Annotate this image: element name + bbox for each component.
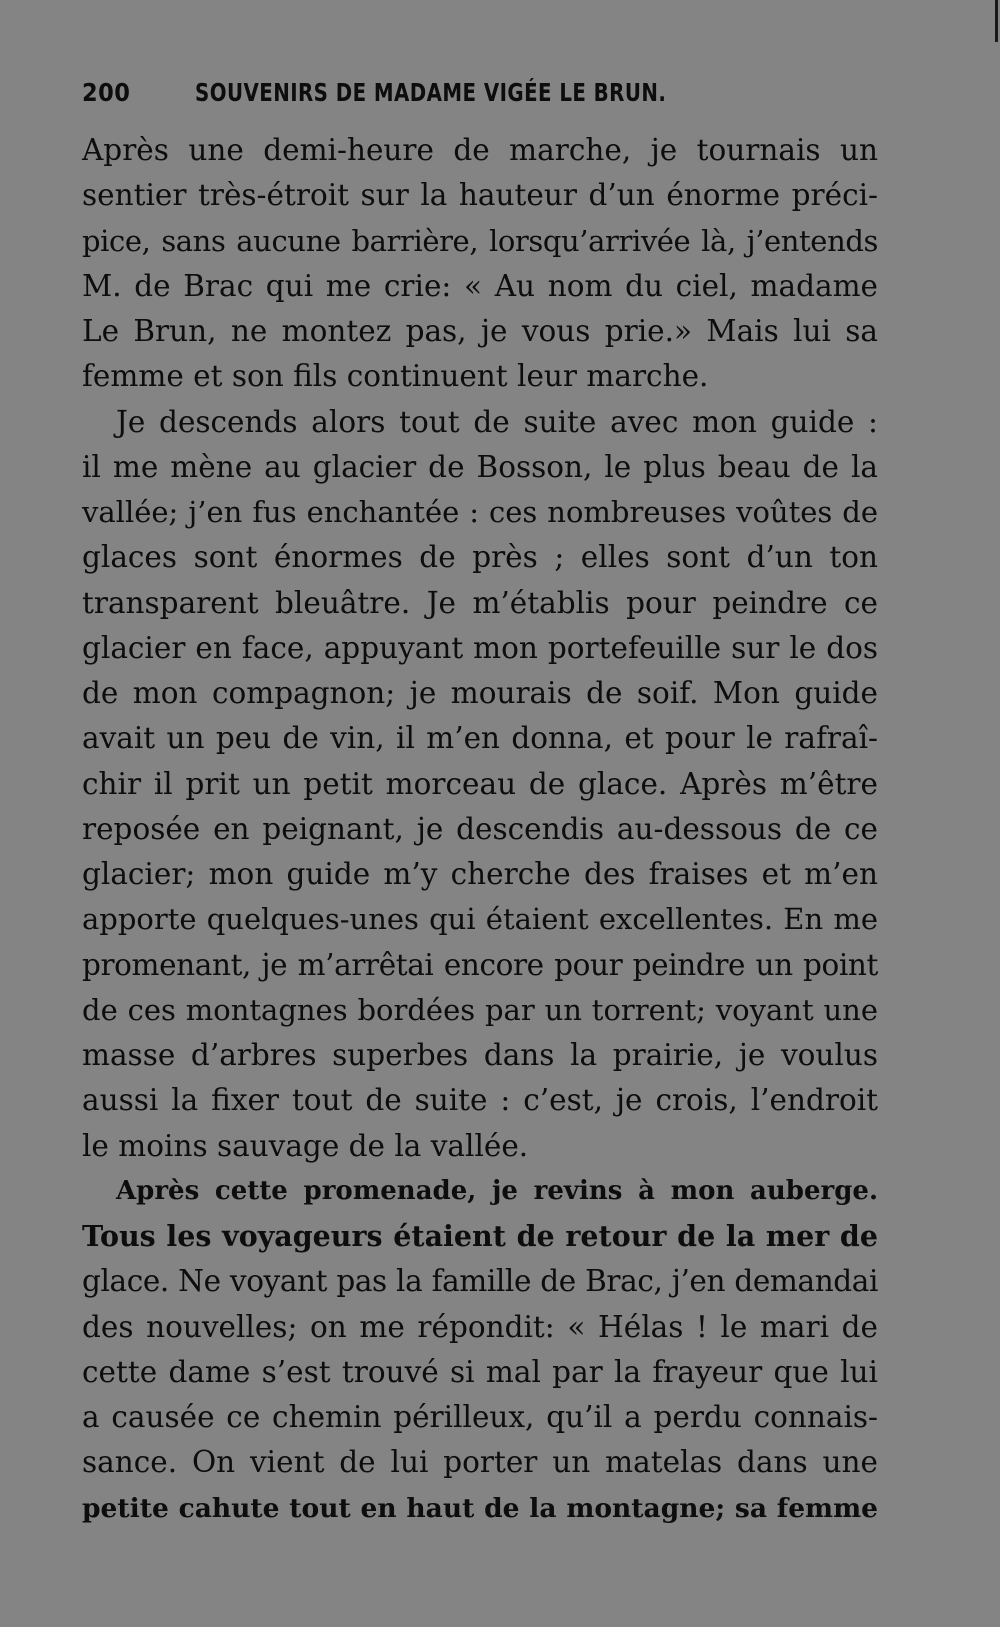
text-line: Je descends alors tout de suite avec mon guide : bbox=[116, 404, 878, 439]
text-line: de mon compagnon; je mourais de soif. Mon guide bbox=[82, 676, 878, 710]
running-head bbox=[82, 78, 878, 118]
text-line: aussi la fixer tout de suite : c’est, je crois, l’endroit bbox=[82, 1083, 878, 1118]
text-line: chir il prit un petit morceau de glace. Après m’être bbox=[82, 766, 878, 801]
text-line: il me mène au glacier de Bosson, le plus beau de la bbox=[82, 449, 878, 484]
body-text bbox=[82, 128, 878, 1531]
text-line: pice, sans aucune barrière, lorsqu’arrivée là, j’entends bbox=[82, 223, 878, 258]
text-line: Après cette promenade, je revins à mon auberge. bbox=[116, 1175, 878, 1206]
text-line: Tous les voyageurs étaient de retour de la mer de bbox=[82, 1219, 878, 1253]
text-line: femme et son fils continuent leur marche. bbox=[82, 359, 709, 394]
text-line: glacier; mon guide m’y cherche des fraises et m’en bbox=[82, 857, 878, 891]
text-line: des nouvelles; on me répondit: « Hélas ! le mari de bbox=[82, 1309, 878, 1344]
text-line: apporte quelques-unes qui étaient excellentes. En me bbox=[82, 902, 878, 937]
text-line: glacier en face, appuyant mon portefeuille sur le dos bbox=[82, 630, 878, 665]
text-line: glaces sont énormes de près ; elles sont d’un ton bbox=[82, 540, 878, 575]
text-line: sentier très-étroit sur la hauteur d’un énorme préci- bbox=[82, 178, 878, 213]
text-line: masse d’arbres superbes dans la prairie, je voulus bbox=[82, 1038, 878, 1072]
running-title: SOUVENIRS DE MADAME VIGÉE LE BRUN. bbox=[195, 78, 667, 107]
text-line: transparent bleuâtre. Je m’établis pour peindre ce bbox=[82, 585, 878, 620]
book-page bbox=[82, 78, 878, 1524]
text-line: promenant, je m’arrêtai encore pour peindre un point bbox=[82, 947, 878, 982]
text-line: de ces montagnes bordées par un torrent; voyant une bbox=[82, 992, 878, 1027]
text-line: cette dame s’est trouvé si mal par la frayeur que lui bbox=[82, 1354, 878, 1389]
text-line: Après une demi-heure de marche, je tournais un bbox=[82, 133, 878, 167]
text-line: glace. Ne voyant pas la famille de Brac, j’en demandai bbox=[82, 1264, 878, 1299]
text-line: reposée en peignant, je descendis au-dessous de ce bbox=[82, 811, 878, 846]
scan-edge-mark bbox=[995, 0, 998, 42]
text-line: petite cahute tout en haut de la montagne; sa femme bbox=[82, 1492, 878, 1524]
text-line: M. de Brac qui me crie: « Au nom du ciel, madame bbox=[82, 268, 878, 303]
text-line: avait un peu de vin, il m’en donna, et pour le rafraî- bbox=[82, 721, 878, 756]
text-line: a causée ce chemin périlleux, qu’il a perdu connais- bbox=[82, 1400, 878, 1434]
text-line: sance. On vient de lui porter un matelas dans une bbox=[82, 1445, 878, 1480]
text-line: vallée; j’en fus enchantée : ces nombreuses voûtes de bbox=[82, 495, 878, 529]
text-line: le moins sauvage de la vallée. bbox=[82, 1128, 529, 1163]
page-number: 200 bbox=[82, 78, 131, 107]
text-line: Le Brun, ne montez pas, je vous prie.» Mais lui sa bbox=[82, 314, 878, 348]
